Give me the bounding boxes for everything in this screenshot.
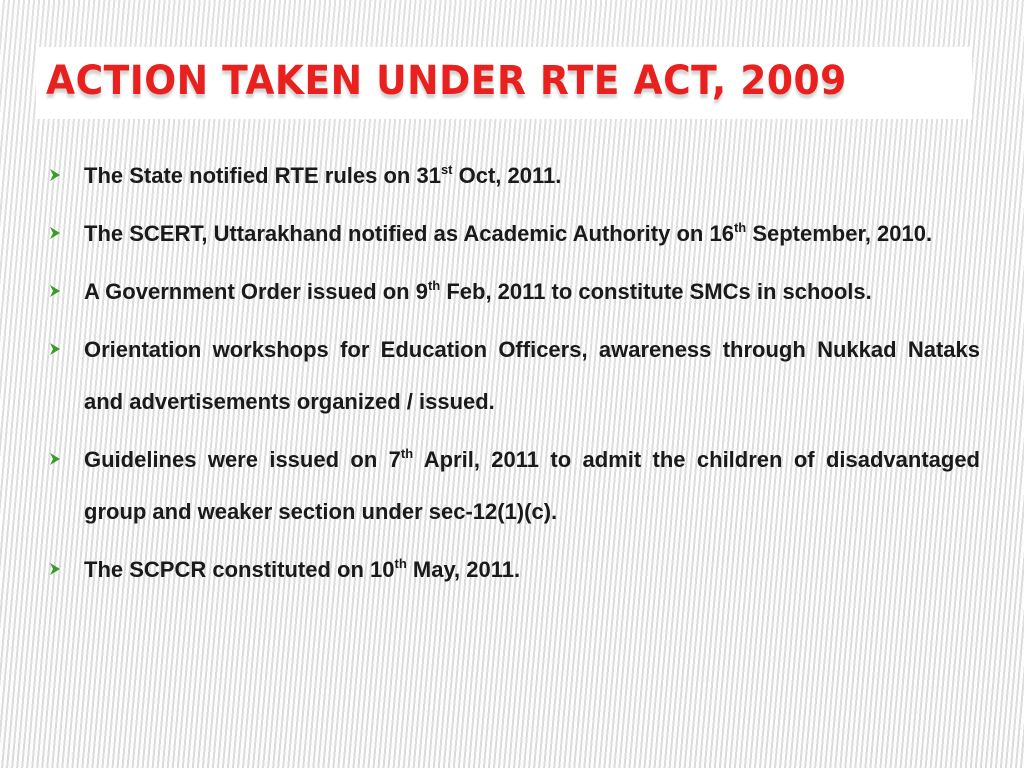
arrow-bullet-icon (48, 341, 62, 357)
bullet-superscript: st (440, 162, 453, 177)
bullet-text-continued: Feb, 2011 to constitute SMCs in schools. (440, 279, 872, 304)
arrow-bullet-icon (48, 561, 62, 577)
bullet-superscript: th (394, 556, 407, 571)
arrow-bullet-icon (48, 451, 62, 467)
bullet-item (44, 324, 980, 428)
bullet-item (44, 544, 980, 596)
bullet-text-continued: Oct, 2011. (452, 163, 562, 188)
bullet-item (44, 208, 980, 260)
arrow-bullet-icon (48, 283, 62, 299)
bullet-text: The SCPCR constituted on 10 (84, 557, 395, 582)
bullet-item (44, 150, 980, 202)
bullet-text-continued: September, 2010. (746, 221, 933, 246)
bullet-superscript: th (733, 220, 747, 235)
bullet-text: The SCERT, Uttarakhand notified as Academic Authority on 16 (84, 221, 734, 246)
bullet-text: Guidelines were issued on 7 (84, 447, 401, 472)
bullet-superscript: th (427, 278, 441, 293)
bullet-item (44, 266, 980, 318)
bullet-superscript: th (400, 446, 414, 461)
arrow-bullet-icon (48, 225, 62, 241)
bullet-text: Orientation workshops for Education Officers, awareness through Nukkad Nataks and advertisements organized / issued. (84, 337, 980, 414)
bullet-text: A Government Order issued on 9 (84, 279, 428, 304)
bullet-text-continued: April, 2011 to admit the children of disadvantaged group and weaker section under sec-12(1)(c). (84, 447, 980, 524)
bullet-list (44, 150, 980, 602)
title-box (36, 47, 972, 119)
arrow-bullet-icon (48, 167, 62, 183)
bullet-item (44, 434, 980, 538)
bullet-text-continued: May, 2011. (406, 557, 521, 582)
bullet-text: The State notified RTE rules on 31 (84, 163, 441, 188)
slide-title: ACTION TAKEN UNDER RTE ACT, 2009 (46, 58, 847, 104)
